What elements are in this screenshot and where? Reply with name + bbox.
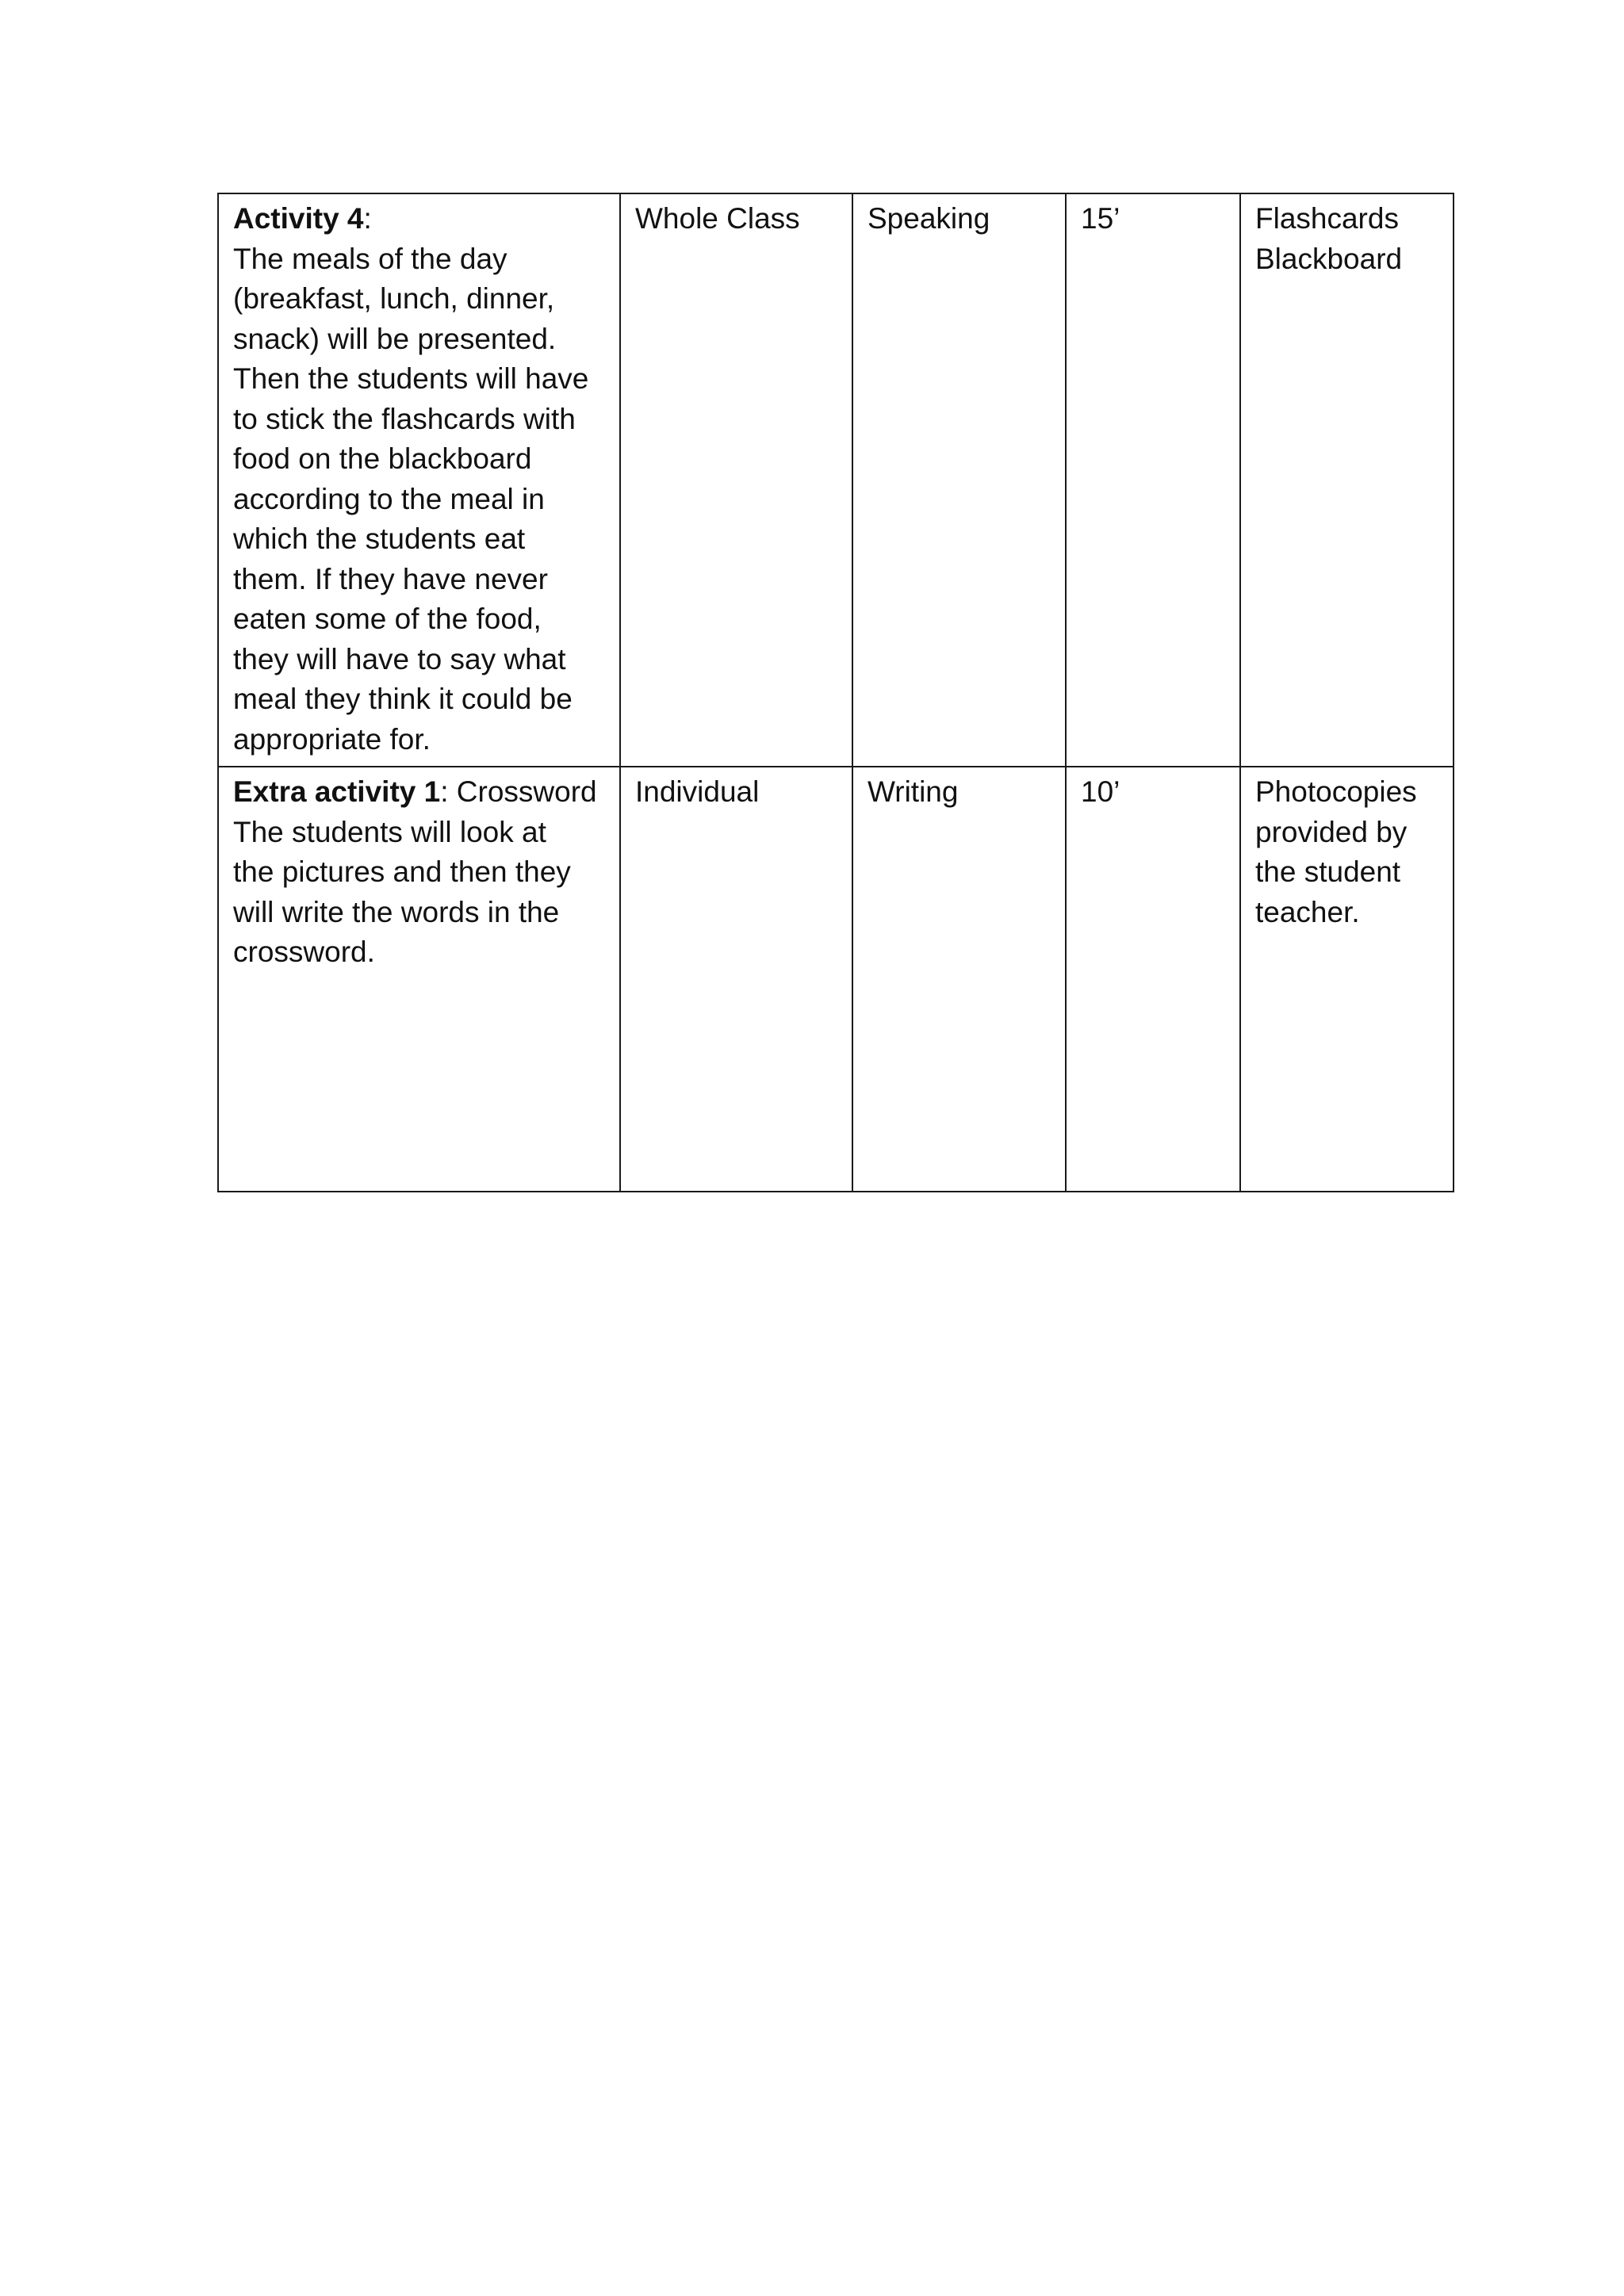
activity-title-suffix: : Crossword bbox=[440, 775, 597, 808]
activity-description-line: The students will look at bbox=[233, 815, 546, 848]
activity-description-line: to stick the flashcards with bbox=[233, 402, 576, 435]
activity-description-line: they will have to say what bbox=[233, 642, 566, 675]
activity-description-line: meal they think it could be bbox=[233, 683, 573, 715]
materials-cell bbox=[1240, 193, 1454, 767]
activity-description-line: according to the meal in bbox=[233, 482, 545, 515]
activity-description-line: (breakfast, lunch, dinner, bbox=[233, 282, 555, 315]
activity-description-line: the pictures and then they bbox=[233, 855, 571, 888]
materials-line: Photocopies bbox=[1255, 775, 1417, 808]
activity-description-line: appropriate for. bbox=[233, 722, 431, 756]
activity-description-line: The meals of the day bbox=[233, 242, 508, 275]
lesson-plan-table bbox=[217, 193, 1454, 1192]
activity-description-line: will write the words in the bbox=[233, 895, 560, 928]
activity-title: Extra activity 1 bbox=[233, 775, 441, 808]
materials-line: Blackboard bbox=[1255, 242, 1403, 275]
time-cell: 10’ bbox=[1066, 767, 1240, 1192]
materials-line: the student bbox=[1255, 855, 1401, 888]
table-row bbox=[218, 193, 1454, 767]
grouping-cell: Whole Class bbox=[620, 193, 852, 767]
activity-cell bbox=[218, 767, 620, 1192]
activity-description-line: crossword. bbox=[233, 936, 375, 968]
table-row bbox=[218, 767, 1454, 1192]
activity-description-line: eaten some of the food, bbox=[233, 603, 542, 635]
time-cell: 15’ bbox=[1066, 193, 1240, 767]
activity-description-line: Then the students will have bbox=[233, 362, 589, 395]
skill-cell: Writing bbox=[852, 767, 1066, 1192]
grouping-cell: Individual bbox=[620, 767, 852, 1192]
activity-heading bbox=[233, 199, 607, 239]
materials-line: Flashcards bbox=[1255, 202, 1399, 235]
activity-heading bbox=[233, 772, 607, 813]
skill-cell: Speaking bbox=[852, 193, 1066, 767]
materials-line: teacher. bbox=[1255, 895, 1360, 928]
activity-cell bbox=[218, 193, 620, 767]
activity-description-line: them. If they have never bbox=[233, 562, 548, 595]
materials-line: provided by bbox=[1255, 815, 1408, 848]
materials-cell bbox=[1240, 767, 1454, 1192]
activity-description-line: food on the blackboard bbox=[233, 442, 532, 475]
activity-description-line: snack) will be presented. bbox=[233, 322, 557, 355]
activity-description-line: which the students eat bbox=[233, 522, 526, 555]
activity-title: Activity 4 bbox=[233, 202, 364, 235]
activity-title-suffix: : bbox=[363, 202, 372, 235]
